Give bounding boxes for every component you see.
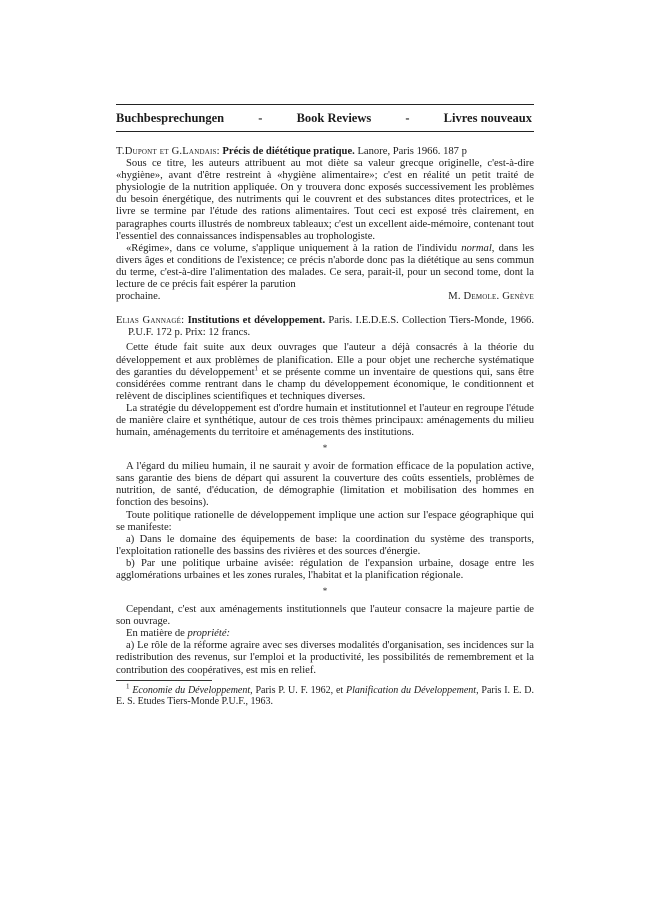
header-right: Livres nouveaux — [443, 111, 532, 125]
reviewer-signature: M. Demole. Genève — [448, 291, 534, 303]
book-reviews-page — [116, 104, 534, 708]
header-bottom-rule — [116, 131, 534, 132]
review-publication: Paris. I.E.D.E.S. Collection Tiers-Monde, 1966. P.U.F. 172 p. Prix: 12 francs. — [128, 315, 534, 339]
review-paragraph: «Régime», dans ce volume, s'applique uniquement à la ration de l'individu normal, dans les divers âges et conditions de l'existence; ce précis n'aborde donc pas la diététique au sens commun du terme, c'est-à-dire l'alimentation des malades. Ce sera, parait-il, pour un second tome, dont la lecture de ce précis fait espérer la parution — [116, 242, 534, 291]
header-separator: - — [405, 111, 410, 125]
review-paragraph: Toute politique rationelle de développement implique une action sur l'espace géographique qui se manifeste: — [116, 509, 534, 533]
review-dupont-landais — [116, 146, 534, 303]
footnote-marker: 1 — [254, 364, 259, 373]
review-authors: Elias Gannagé: — [116, 315, 185, 327]
review-paragraph: a) Le rôle de la réforme agraire avec ses diverses modalités d'organisation, ses incidences sur la redistribution des revenus, sur l'emploi et la productivité, les possibilités de remembrement et la contribution des coopératives, est mis en relief. — [116, 640, 534, 676]
header-left: Buchbesprechungen — [116, 111, 225, 125]
section-divider-star: * — [322, 443, 328, 454]
header-center: Book Reviews — [296, 111, 372, 125]
review-paragraph: b) Par une politique urbaine avisée: régulation de l'expansion urbaine, dosage entre les agglomérations urbaines et les zones rurales, l'habitat et la planification régionale. — [116, 557, 534, 581]
review-paragraph: En matière de propriété: — [126, 628, 231, 640]
footnote: $^1$ Economie du Développement, Paris P. U. F. 1962, et Planification du Développement, Paris I. E. D. E. S. Etudes Tiers-Monde P.U.F., 1963. — [116, 682, 534, 708]
review-paragraph: Cette étude fait suite aux deux ouvrages que l'auteur a déjà consacrés à la théorie du développement et aux problèmes de planification. Elle a pour objet une recherche systématique des garanties du développement$^1$ et se présente comme un inventaire de questions qui, sans être considérées comme rentrant dans le champ du développement économique, le conditionnent et relèvent de disciplines scientifiques et techniques diverses. — [116, 342, 534, 402]
review-paragraph: Cependant, c'est aux aménagements institutionnels que l'auteur consacre la majeure partie de son ouvrage. — [116, 604, 534, 628]
section-header — [116, 105, 534, 131]
review-publication: Lanore, Paris 1966. 187 p — [357, 146, 467, 157]
review-paragraph: a) Dans le domaine des équipements de base: la coordination du système des transports, l'exploitation rationelle des bassins des rivières et des sources d'énergie. — [116, 533, 534, 557]
review-gannage — [116, 315, 534, 676]
review-citation — [116, 315, 534, 339]
review-authors: T.Dupont et G.Landais: — [116, 146, 220, 157]
footnote-rule — [116, 680, 212, 681]
review-title: Institutions et développement. — [187, 315, 326, 327]
review-citation — [116, 146, 534, 158]
review-paragraph: Sous ce titre, les auteurs attribuent au mot diète sa valeur grecque originelle, c'est-à-dire «hygiène», avant d'être restreint à «hygiène alimentaire»; c'est en réalité un petit traité de physiologie de la nutrition appliquée. On y trouvera donc exposés successivement les problèmes du besoin énergétique, des nutriments qui le couvrent et des substances dites protectrices, et le livre se termine par l'étude des rations alimentaires. Tout ceci est exposé très clairement, en paragraphes courts illustrés de nombreux tableaux; c'est un excellent aide-mémoire, contenant tout l'essentiel des connaissances indispensables au trophologiste. — [116, 158, 534, 242]
review-paragraph: La stratégie du développement est d'ordre humain et institutionnel et l'auteur en regroupe l'étude de manière claire et synthétique, autour de ces trois thèmes principaux: aménagements du milieu humain, aménagements du territoire et aménagements des institutions. — [116, 402, 534, 439]
section-divider-star: * — [322, 586, 328, 597]
review-title: Précis de diététique pratique. — [222, 146, 355, 157]
review-paragraph: A l'égard du milieu humain, il ne saurait y avoir de formation efficace de la population active, sans garantie des biens de départ qui assurent la couverture des coûts essentiels, problèmes de nutrition, de santé, d'éducation, de démographie (limitation et mobilisation des hommes en fonction des besoins). — [116, 461, 534, 509]
header-separator: - — [258, 111, 263, 125]
review-signature-line: prochaine. M. Demole. Genève — [116, 291, 534, 303]
